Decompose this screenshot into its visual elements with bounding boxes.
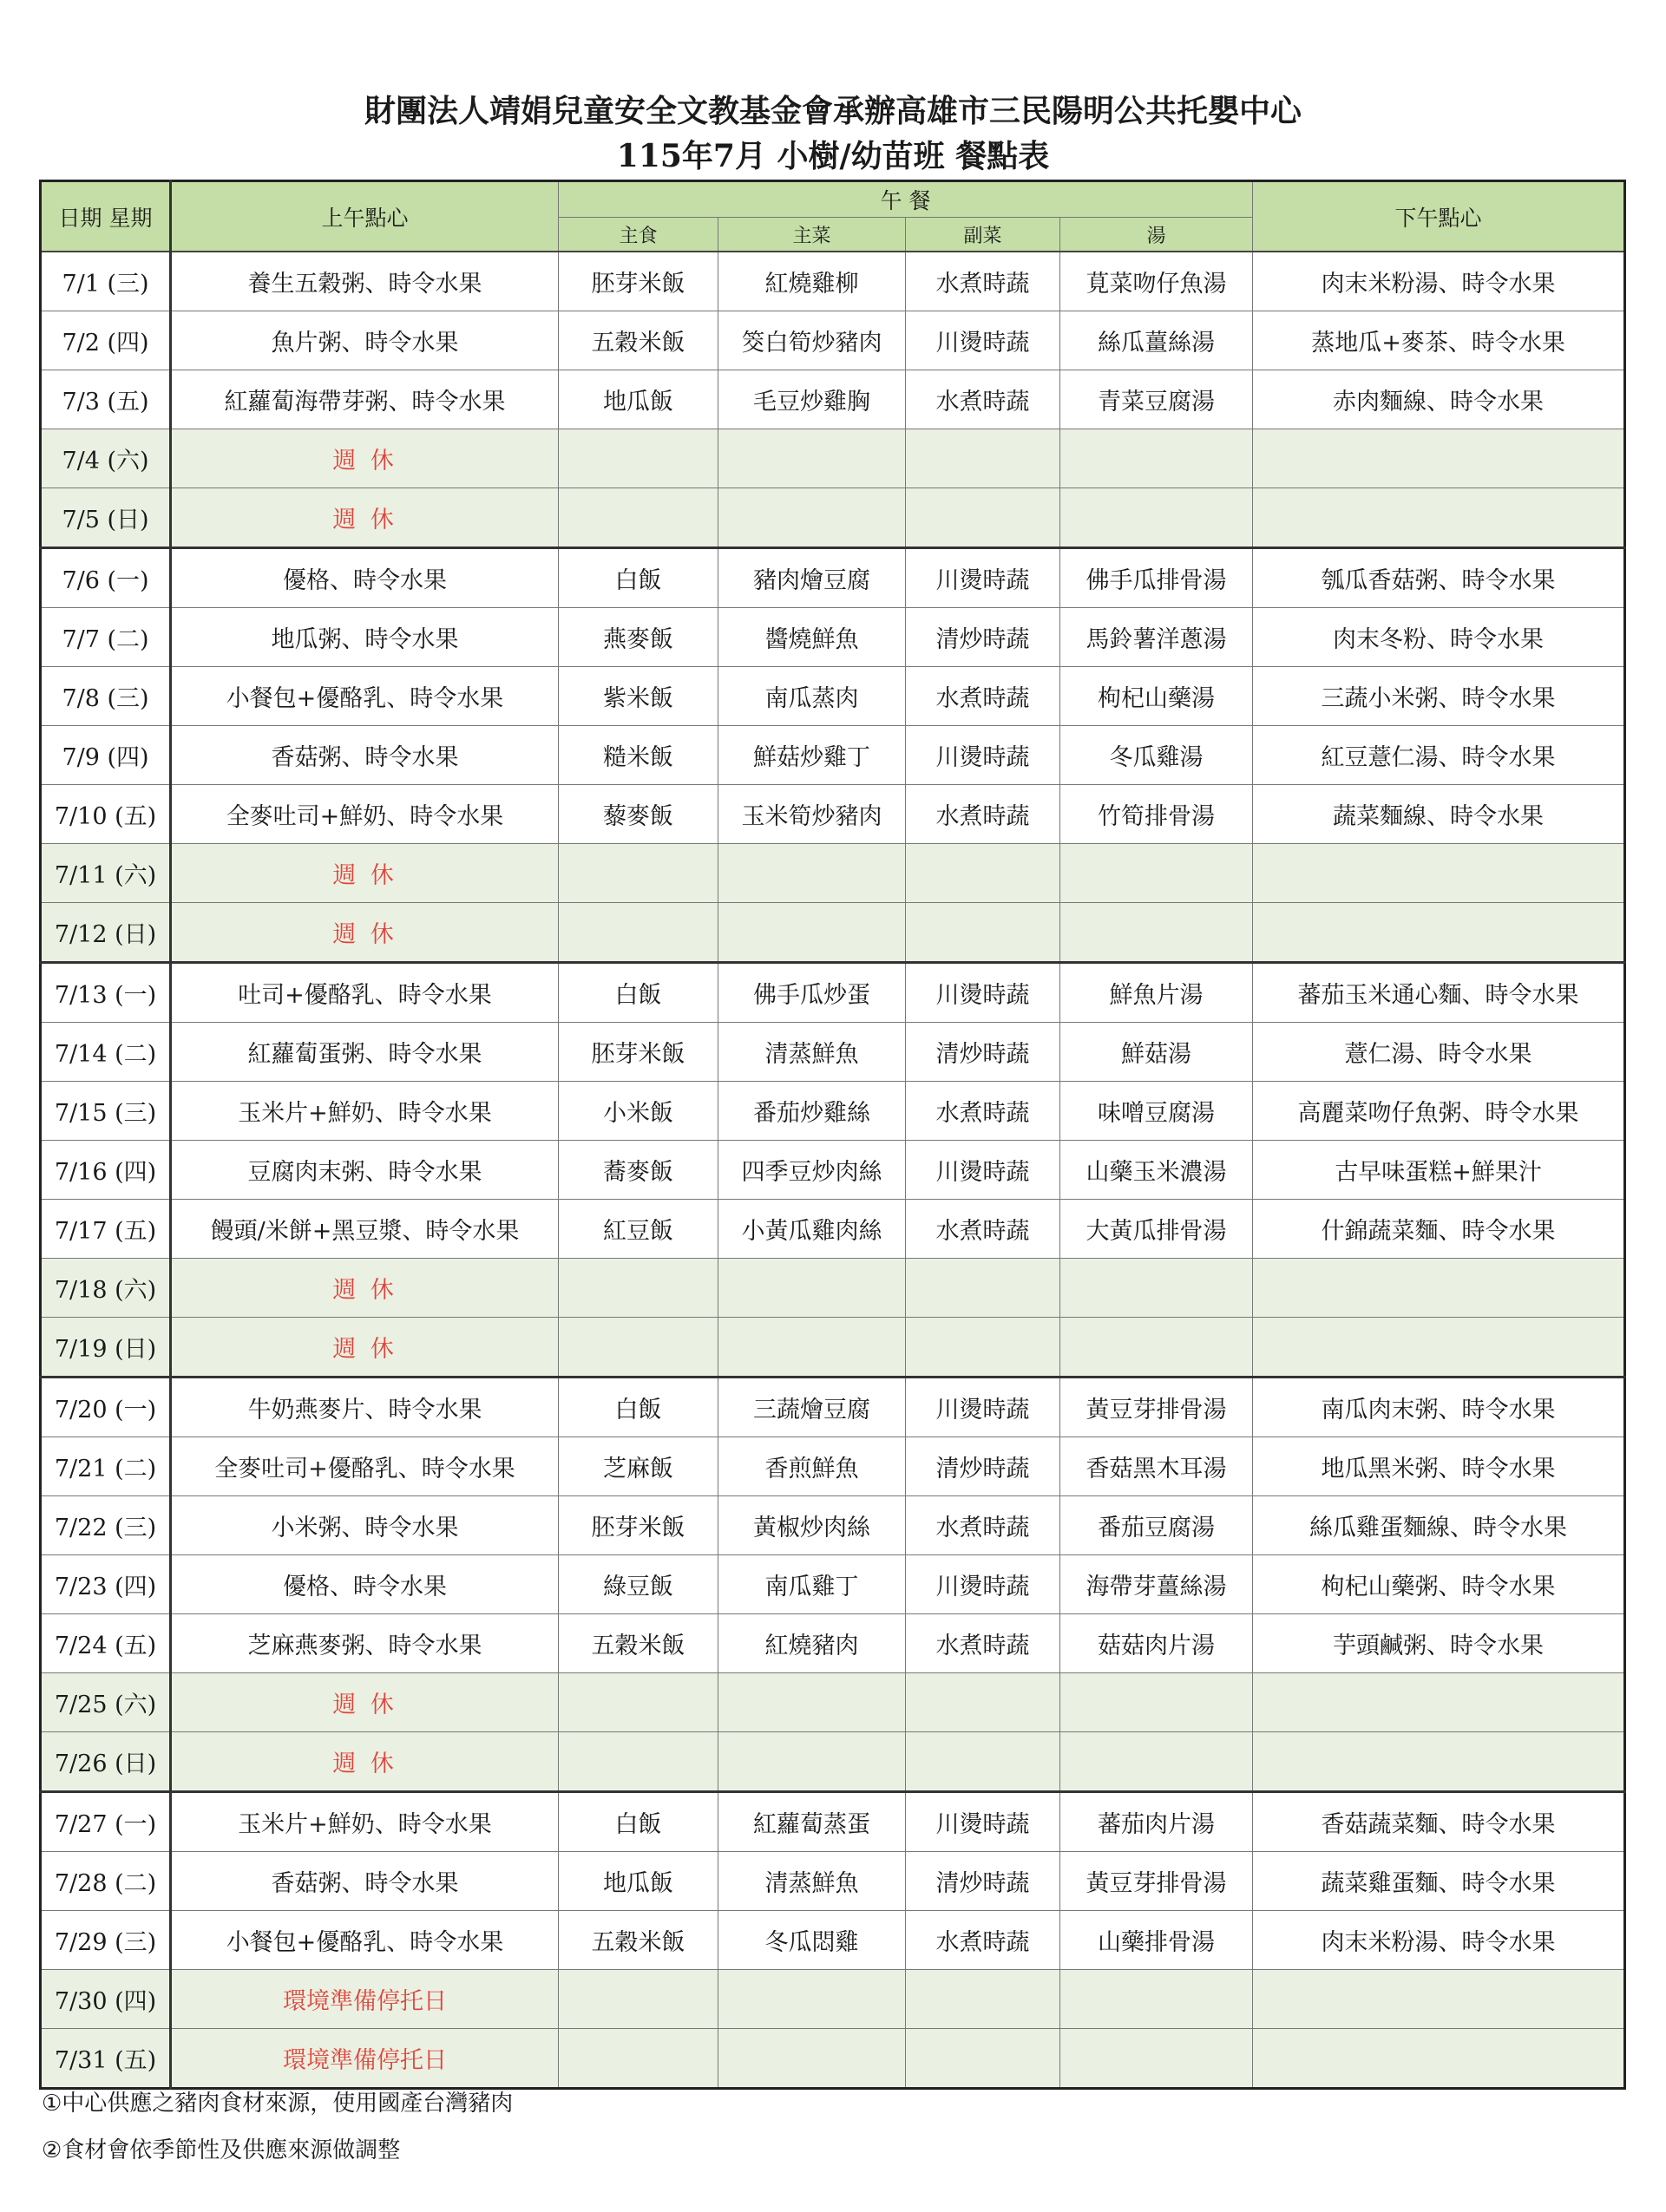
main-dish-cell: 醬燒鮮魚	[718, 608, 906, 667]
side-dish-cell: 清炒時蔬	[906, 608, 1060, 667]
date-cell: 7/31 (五)	[41, 2029, 171, 2089]
side-dish-cell	[906, 488, 1060, 548]
pm-snack-cell: 芋頭鹹粥、時令水果	[1253, 1614, 1625, 1673]
date-cell: 7/27 (一)	[41, 1792, 171, 1852]
closure-label: 週 休	[171, 1318, 559, 1378]
main-dish-cell: 番茄炒雞絲	[718, 1082, 906, 1141]
side-dish-cell: 川燙時蔬	[906, 311, 1060, 370]
main-dish-cell: 香煎鮮魚	[718, 1437, 906, 1496]
table-row	[41, 1259, 1625, 1318]
pm-snack-cell	[1253, 488, 1625, 548]
closure-label: 環境準備停托日	[171, 1970, 559, 2029]
main-dish-cell: 毛豆炒雞胸	[718, 370, 906, 429]
date-cell: 7/21 (二)	[41, 1437, 171, 1496]
closure-label: 週 休	[171, 488, 559, 548]
header-lunch: 午 餐	[559, 181, 1253, 218]
table-row	[41, 1852, 1625, 1911]
side-dish-cell: 川燙時蔬	[906, 1792, 1060, 1852]
soup-cell	[1060, 2029, 1253, 2089]
soup-cell	[1060, 1732, 1253, 1792]
main-dish-cell	[718, 1673, 906, 1732]
staple-cell: 白飯	[559, 1378, 718, 1437]
pm-snack-cell: 紅豆薏仁湯、時令水果	[1253, 726, 1625, 785]
main-dish-cell: 清蒸鮮魚	[718, 1023, 906, 1082]
pm-snack-cell: 瓠瓜香菇粥、時令水果	[1253, 548, 1625, 608]
pm-snack-cell	[1253, 1318, 1625, 1378]
am-snack-cell: 玉米片+鮮奶、時令水果	[171, 1792, 559, 1852]
pm-snack-cell	[1253, 903, 1625, 963]
closure-label: 週 休	[171, 1732, 559, 1792]
table-row	[41, 903, 1625, 963]
main-dish-cell: 豬肉燴豆腐	[718, 548, 906, 608]
date-cell: 7/17 (五)	[41, 1200, 171, 1259]
table-row	[41, 963, 1625, 1023]
date-cell: 7/16 (四)	[41, 1141, 171, 1200]
pm-snack-cell	[1253, 429, 1625, 488]
am-snack-cell: 芝麻燕麥粥、時令水果	[171, 1614, 559, 1673]
date-cell: 7/10 (五)	[41, 785, 171, 844]
staple-cell	[559, 2029, 718, 2089]
closure-label: 週 休	[171, 429, 559, 488]
pm-snack-cell	[1253, 2029, 1625, 2089]
soup-cell: 莧菜吻仔魚湯	[1060, 252, 1253, 311]
side-dish-cell: 川燙時蔬	[906, 1378, 1060, 1437]
main-dish-cell	[718, 1970, 906, 2029]
pm-snack-cell: 香菇蔬菜麵、時令水果	[1253, 1792, 1625, 1852]
pm-snack-cell: 蔬菜麵線、時令水果	[1253, 785, 1625, 844]
main-dish-cell: 鮮菇炒雞丁	[718, 726, 906, 785]
note-pork-source: ①中心供應之豬肉食材來源，使用國產台灣豬肉	[42, 2091, 514, 2117]
staple-cell	[559, 844, 718, 903]
date-cell: 7/29 (三)	[41, 1911, 171, 1970]
staple-cell: 小米飯	[559, 1082, 718, 1141]
meal-table	[39, 180, 1626, 2090]
staple-cell: 綠豆飯	[559, 1555, 718, 1614]
soup-cell: 香菇黑木耳湯	[1060, 1437, 1253, 1496]
staple-cell	[559, 1259, 718, 1318]
table-row	[41, 844, 1625, 903]
table-row	[41, 488, 1625, 548]
am-snack-cell: 全麥吐司+優酪乳、時令水果	[171, 1437, 559, 1496]
closure-label: 週 休	[171, 903, 559, 963]
date-cell: 7/3 (五)	[41, 370, 171, 429]
date-cell: 7/25 (六)	[41, 1673, 171, 1732]
soup-cell: 枸杞山藥湯	[1060, 667, 1253, 726]
side-dish-cell: 水煮時蔬	[906, 370, 1060, 429]
main-dish-cell	[718, 1259, 906, 1318]
staple-cell	[559, 1732, 718, 1792]
main-dish-cell: 南瓜蒸肉	[718, 667, 906, 726]
header-am-snack: 上午點心	[171, 181, 559, 252]
main-dish-cell: 小黃瓜雞肉絲	[718, 1200, 906, 1259]
date-cell: 7/8 (三)	[41, 667, 171, 726]
side-dish-cell: 水煮時蔬	[906, 667, 1060, 726]
closure-label: 環境準備停托日	[171, 2029, 559, 2089]
soup-cell	[1060, 1318, 1253, 1378]
title-line-1: 財團法人靖娟兒童安全文教基金會承辦高雄市三民陽明公共托嬰中心	[364, 93, 1302, 129]
pm-snack-cell: 古早味蛋糕+鮮果汁	[1253, 1141, 1625, 1200]
pm-snack-cell: 蔬菜雞蛋麵、時令水果	[1253, 1852, 1625, 1911]
side-dish-cell: 川燙時蔬	[906, 1555, 1060, 1614]
staple-cell	[559, 1318, 718, 1378]
table-row	[41, 1970, 1625, 2029]
table-row	[41, 1496, 1625, 1555]
main-dish-cell: 冬瓜悶雞	[718, 1911, 906, 1970]
staple-cell	[559, 1970, 718, 2029]
staple-cell: 地瓜飯	[559, 1852, 718, 1911]
main-dish-cell	[718, 2029, 906, 2089]
date-cell: 7/6 (一)	[41, 548, 171, 608]
header-date: 日期 星期	[41, 181, 171, 252]
table-row	[41, 1200, 1625, 1259]
side-dish-cell: 水煮時蔬	[906, 785, 1060, 844]
am-snack-cell: 優格、時令水果	[171, 1555, 559, 1614]
title-line-2: 115年7月 小樹/幼苗班 餐點表	[616, 138, 1050, 174]
side-dish-cell	[906, 903, 1060, 963]
soup-cell	[1060, 1970, 1253, 2029]
pm-snack-cell	[1253, 844, 1625, 903]
main-dish-cell: 紅蘿蔔蒸蛋	[718, 1792, 906, 1852]
am-snack-cell: 豆腐肉末粥、時令水果	[171, 1141, 559, 1200]
am-snack-cell: 地瓜粥、時令水果	[171, 608, 559, 667]
side-dish-cell: 清炒時蔬	[906, 1852, 1060, 1911]
date-cell: 7/23 (四)	[41, 1555, 171, 1614]
main-dish-cell: 清蒸鮮魚	[718, 1852, 906, 1911]
main-dish-cell: 紅燒雞柳	[718, 252, 906, 311]
am-snack-cell: 香菇粥、時令水果	[171, 726, 559, 785]
header-main: 主菜	[718, 218, 906, 252]
soup-cell	[1060, 1673, 1253, 1732]
main-dish-cell: 南瓜雞丁	[718, 1555, 906, 1614]
soup-cell: 冬瓜雞湯	[1060, 726, 1253, 785]
am-snack-cell: 全麥吐司+鮮奶、時令水果	[171, 785, 559, 844]
date-cell: 7/9 (四)	[41, 726, 171, 785]
main-dish-cell: 紅燒豬肉	[718, 1614, 906, 1673]
table-row	[41, 667, 1625, 726]
staple-cell: 五穀米飯	[559, 1911, 718, 1970]
pm-snack-cell: 三蔬小米粥、時令水果	[1253, 667, 1625, 726]
am-snack-cell: 牛奶燕麥片、時令水果	[171, 1378, 559, 1437]
table-row	[41, 548, 1625, 608]
staple-cell: 五穀米飯	[559, 311, 718, 370]
table-row	[41, 1614, 1625, 1673]
date-cell: 7/2 (四)	[41, 311, 171, 370]
staple-cell	[559, 1673, 718, 1732]
pm-snack-cell: 枸杞山藥粥、時令水果	[1253, 1555, 1625, 1614]
side-dish-cell: 水煮時蔬	[906, 252, 1060, 311]
soup-cell	[1060, 488, 1253, 548]
side-dish-cell	[906, 429, 1060, 488]
staple-cell: 藜麥飯	[559, 785, 718, 844]
staple-cell: 紫米飯	[559, 667, 718, 726]
main-dish-cell	[718, 1318, 906, 1378]
date-cell: 7/24 (五)	[41, 1614, 171, 1673]
soup-cell: 大黃瓜排骨湯	[1060, 1200, 1253, 1259]
date-cell: 7/7 (二)	[41, 608, 171, 667]
header-side: 副菜	[906, 218, 1060, 252]
pm-snack-cell: 肉末米粉湯、時令水果	[1253, 1911, 1625, 1970]
staple-cell: 糙米飯	[559, 726, 718, 785]
table-row	[41, 1732, 1625, 1792]
soup-cell: 蕃茄肉片湯	[1060, 1792, 1253, 1852]
side-dish-cell: 川燙時蔬	[906, 548, 1060, 608]
main-dish-cell	[718, 488, 906, 548]
soup-cell: 山藥排骨湯	[1060, 1911, 1253, 1970]
staple-cell: 地瓜飯	[559, 370, 718, 429]
main-dish-cell: 佛手瓜炒蛋	[718, 963, 906, 1023]
date-cell: 7/18 (六)	[41, 1259, 171, 1318]
table-row	[41, 608, 1625, 667]
soup-cell: 竹筍排骨湯	[1060, 785, 1253, 844]
staple-cell: 芝麻飯	[559, 1437, 718, 1496]
table-row	[41, 1437, 1625, 1496]
closure-label: 週 休	[171, 1673, 559, 1732]
pm-snack-cell: 薏仁湯、時令水果	[1253, 1023, 1625, 1082]
pm-snack-cell: 蒸地瓜+麥茶、時令水果	[1253, 311, 1625, 370]
am-snack-cell: 魚片粥、時令水果	[171, 311, 559, 370]
table-row	[41, 1673, 1625, 1732]
date-cell: 7/14 (二)	[41, 1023, 171, 1082]
pm-snack-cell	[1253, 1732, 1625, 1792]
staple-cell	[559, 429, 718, 488]
am-snack-cell: 小米粥、時令水果	[171, 1496, 559, 1555]
note-seasonal: ②食材會依季節性及供應來源做調整	[42, 2137, 401, 2163]
side-dish-cell	[906, 1673, 1060, 1732]
table-row	[41, 1792, 1625, 1852]
pm-snack-cell: 南瓜肉末粥、時令水果	[1253, 1378, 1625, 1437]
staple-cell: 胚芽米飯	[559, 252, 718, 311]
staple-cell: 五穀米飯	[559, 1614, 718, 1673]
soup-cell: 山藥玉米濃湯	[1060, 1141, 1253, 1200]
table-row	[41, 370, 1625, 429]
date-cell: 7/30 (四)	[41, 1970, 171, 2029]
soup-cell: 番茄豆腐湯	[1060, 1496, 1253, 1555]
staple-cell: 胚芽米飯	[559, 1023, 718, 1082]
soup-cell: 青菜豆腐湯	[1060, 370, 1253, 429]
am-snack-cell: 養生五穀粥、時令水果	[171, 252, 559, 311]
soup-cell: 黃豆芽排骨湯	[1060, 1378, 1253, 1437]
pm-snack-cell	[1253, 1970, 1625, 2029]
main-dish-cell: 黃椒炒肉絲	[718, 1496, 906, 1555]
side-dish-cell	[906, 1259, 1060, 1318]
main-dish-cell: 三蔬燴豆腐	[718, 1378, 906, 1437]
side-dish-cell: 水煮時蔬	[906, 1614, 1060, 1673]
am-snack-cell: 小餐包+優酪乳、時令水果	[171, 1911, 559, 1970]
side-dish-cell: 水煮時蔬	[906, 1911, 1060, 1970]
pm-snack-cell: 肉末冬粉、時令水果	[1253, 608, 1625, 667]
side-dish-cell	[906, 2029, 1060, 2089]
date-cell: 7/28 (二)	[41, 1852, 171, 1911]
am-snack-cell: 紅蘿蔔海帶芽粥、時令水果	[171, 370, 559, 429]
soup-cell: 味噌豆腐湯	[1060, 1082, 1253, 1141]
main-dish-cell	[718, 1732, 906, 1792]
soup-cell: 鮮魚片湯	[1060, 963, 1253, 1023]
header-staple: 主食	[559, 218, 718, 252]
main-dish-cell: 筊白筍炒豬肉	[718, 311, 906, 370]
side-dish-cell	[906, 1732, 1060, 1792]
staple-cell: 白飯	[559, 548, 718, 608]
main-dish-cell	[718, 903, 906, 963]
date-cell: 7/26 (日)	[41, 1732, 171, 1792]
side-dish-cell: 水煮時蔬	[906, 1082, 1060, 1141]
staple-cell: 紅豆飯	[559, 1200, 718, 1259]
header-pm-snack: 下午點心	[1253, 181, 1625, 252]
table-row	[41, 1023, 1625, 1082]
staple-cell: 白飯	[559, 963, 718, 1023]
table-row	[41, 1318, 1625, 1378]
table-row	[41, 311, 1625, 370]
table-row	[41, 1555, 1625, 1614]
table-row	[41, 429, 1625, 488]
date-cell: 7/15 (三)	[41, 1082, 171, 1141]
soup-cell: 菇菇肉片湯	[1060, 1614, 1253, 1673]
am-snack-cell: 優格、時令水果	[171, 548, 559, 608]
pm-snack-cell: 什錦蔬菜麵、時令水果	[1253, 1200, 1625, 1259]
date-cell: 7/13 (一)	[41, 963, 171, 1023]
am-snack-cell: 小餐包+優酪乳、時令水果	[171, 667, 559, 726]
am-snack-cell: 紅蘿蔔蛋粥、時令水果	[171, 1023, 559, 1082]
meal-rows	[41, 252, 1625, 2089]
side-dish-cell: 清炒時蔬	[906, 1023, 1060, 1082]
main-dish-cell: 四季豆炒肉絲	[718, 1141, 906, 1200]
date-cell: 7/11 (六)	[41, 844, 171, 903]
staple-cell	[559, 488, 718, 548]
side-dish-cell: 清炒時蔬	[906, 1437, 1060, 1496]
staple-cell: 燕麥飯	[559, 608, 718, 667]
soup-cell: 黃豆芽排骨湯	[1060, 1852, 1253, 1911]
table-row	[41, 1911, 1625, 1970]
main-dish-cell	[718, 429, 906, 488]
side-dish-cell: 水煮時蔬	[906, 1496, 1060, 1555]
table-row	[41, 2029, 1625, 2089]
side-dish-cell: 川燙時蔬	[906, 963, 1060, 1023]
pm-snack-cell: 高麗菜吻仔魚粥、時令水果	[1253, 1082, 1625, 1141]
am-snack-cell: 玉米片+鮮奶、時令水果	[171, 1082, 559, 1141]
pm-snack-cell: 蕃茄玉米通心麵、時令水果	[1253, 963, 1625, 1023]
soup-cell: 佛手瓜排骨湯	[1060, 548, 1253, 608]
side-dish-cell	[906, 1318, 1060, 1378]
staple-cell: 白飯	[559, 1792, 718, 1852]
closure-label: 週 休	[171, 1259, 559, 1318]
table-row	[41, 1141, 1625, 1200]
closure-label: 週 休	[171, 844, 559, 903]
soup-cell	[1060, 1259, 1253, 1318]
pm-snack-cell: 地瓜黑米粥、時令水果	[1253, 1437, 1625, 1496]
date-cell: 7/12 (日)	[41, 903, 171, 963]
date-cell: 7/20 (一)	[41, 1378, 171, 1437]
date-cell: 7/5 (日)	[41, 488, 171, 548]
soup-cell: 絲瓜薑絲湯	[1060, 311, 1253, 370]
am-snack-cell: 香菇粥、時令水果	[171, 1852, 559, 1911]
side-dish-cell: 水煮時蔬	[906, 1200, 1060, 1259]
staple-cell: 胚芽米飯	[559, 1496, 718, 1555]
pm-snack-cell: 肉末米粉湯、時令水果	[1253, 252, 1625, 311]
side-dish-cell	[906, 1970, 1060, 2029]
table-row	[41, 1082, 1625, 1141]
side-dish-cell: 川燙時蔬	[906, 726, 1060, 785]
pm-snack-cell: 赤肉麵線、時令水果	[1253, 370, 1625, 429]
soup-cell: 馬鈴薯洋蔥湯	[1060, 608, 1253, 667]
main-dish-cell	[718, 844, 906, 903]
main-dish-cell: 玉米筍炒豬肉	[718, 785, 906, 844]
header-soup: 湯	[1060, 218, 1253, 252]
table-row	[41, 726, 1625, 785]
am-snack-cell: 饅頭/米餅+黑豆漿、時令水果	[171, 1200, 559, 1259]
table-row	[41, 785, 1625, 844]
soup-cell	[1060, 903, 1253, 963]
table-row	[41, 252, 1625, 311]
pm-snack-cell: 絲瓜雞蛋麵線、時令水果	[1253, 1496, 1625, 1555]
table-row	[41, 1378, 1625, 1437]
soup-cell: 鮮菇湯	[1060, 1023, 1253, 1082]
side-dish-cell: 川燙時蔬	[906, 1141, 1060, 1200]
soup-cell	[1060, 844, 1253, 903]
pm-snack-cell	[1253, 1673, 1625, 1732]
staple-cell	[559, 903, 718, 963]
date-cell: 7/4 (六)	[41, 429, 171, 488]
staple-cell: 蕎麥飯	[559, 1141, 718, 1200]
date-cell: 7/19 (日)	[41, 1318, 171, 1378]
date-cell: 7/1 (三)	[41, 252, 171, 311]
am-snack-cell: 吐司+優酪乳、時令水果	[171, 963, 559, 1023]
side-dish-cell	[906, 844, 1060, 903]
soup-cell	[1060, 429, 1253, 488]
pm-snack-cell	[1253, 1259, 1625, 1318]
soup-cell: 海帶芽薑絲湯	[1060, 1555, 1253, 1614]
date-cell: 7/22 (三)	[41, 1496, 171, 1555]
